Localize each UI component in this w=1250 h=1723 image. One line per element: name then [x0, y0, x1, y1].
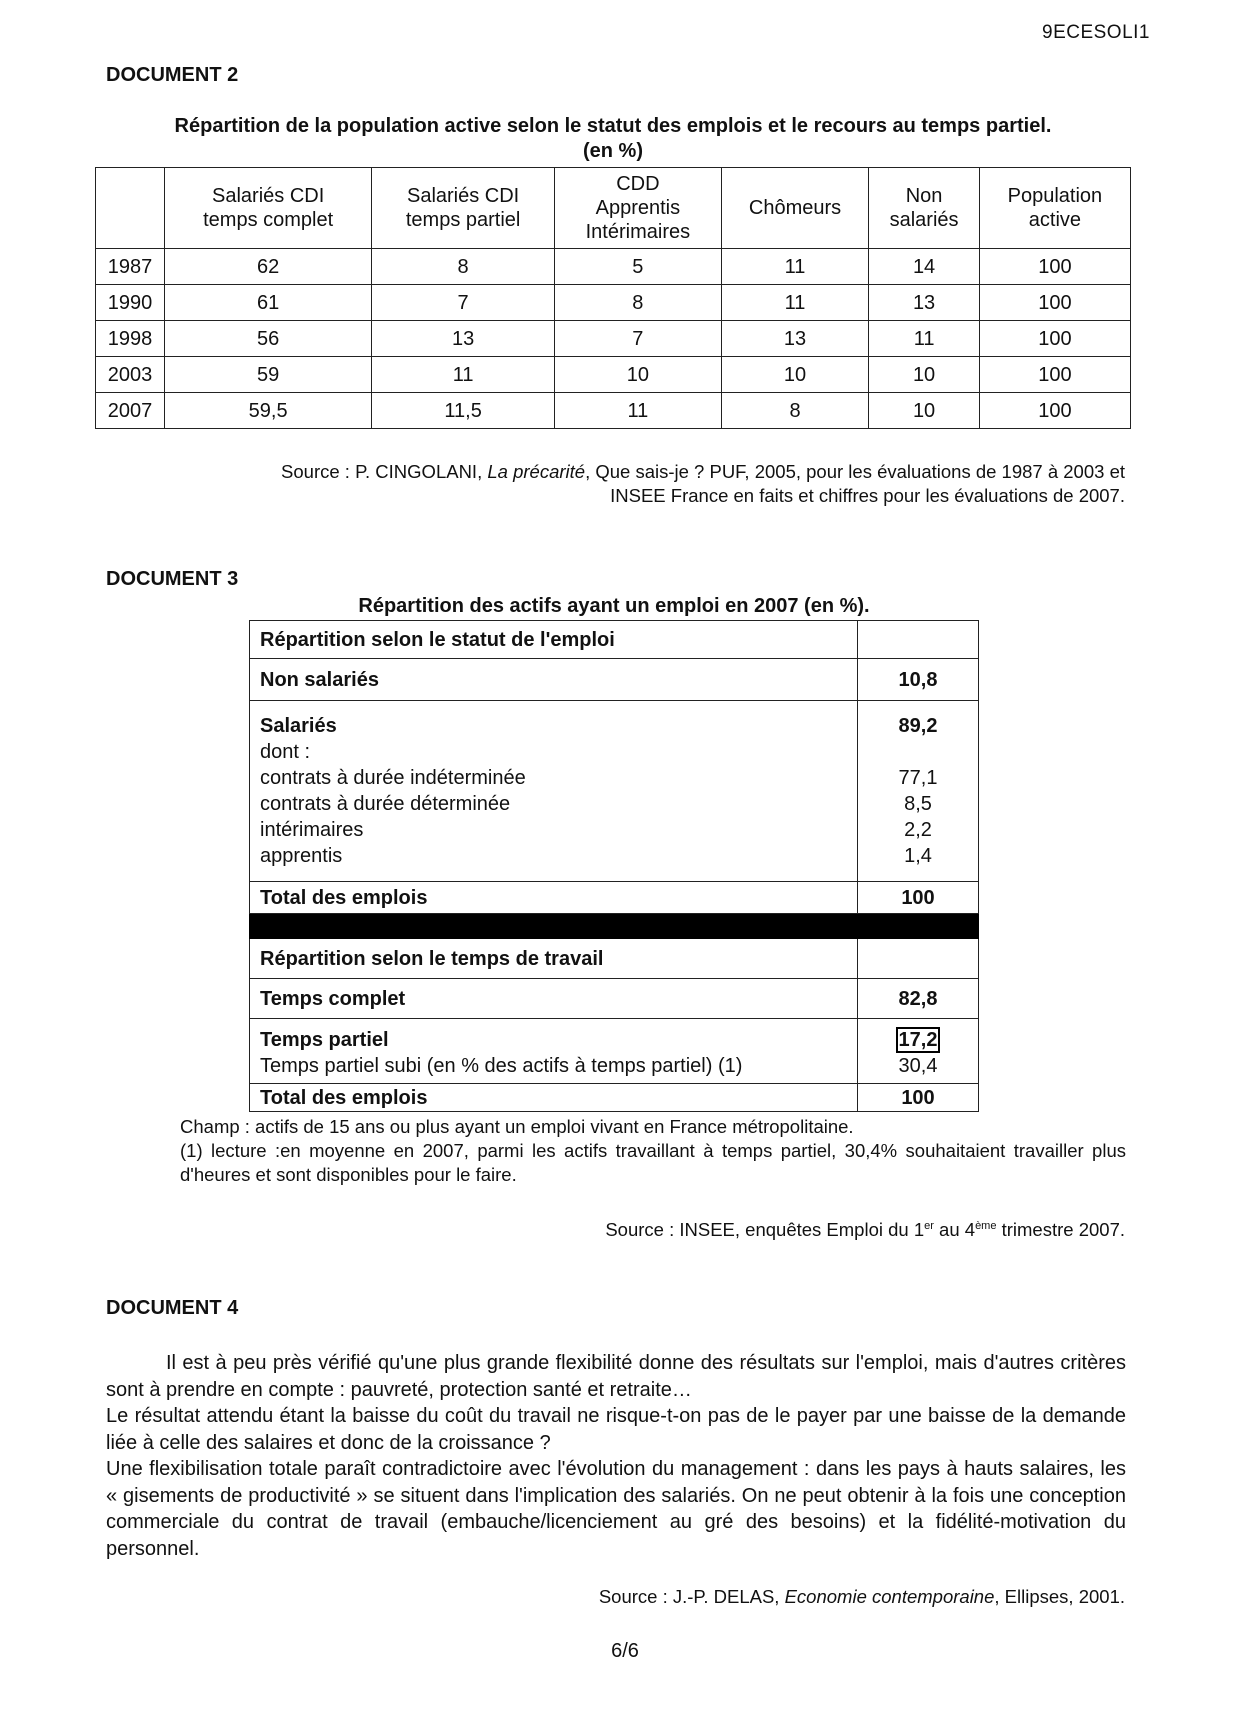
table-cell: 100 [979, 393, 1130, 429]
table-cell: 61 [165, 285, 372, 321]
table-cell: 7 [554, 321, 721, 357]
total-row [250, 1084, 979, 1112]
table-cell: 8 [554, 285, 721, 321]
table-row [96, 393, 1131, 429]
year-cell: 1990 [96, 285, 165, 321]
table-row [96, 357, 1131, 393]
document-3-title: Répartition des actifs ayant un emploi en 2007 (en %). [358, 595, 870, 617]
year-cell: 2007 [96, 393, 165, 429]
column-header-cdi-temps-partiel: Salariés CDI temps partiel [372, 168, 555, 249]
table-row [96, 285, 1131, 321]
table-cell: 59 [165, 357, 372, 393]
temps-complet-value: 82,8 [858, 979, 979, 1019]
table-cell: 7 [372, 285, 555, 321]
breakdown-label: apprentis [260, 845, 343, 867]
document-2-title: Répartition de la population active selon le statut des emplois et le recours au temps partiel. [174, 115, 1052, 137]
population-active-table [95, 167, 1131, 429]
document-4-source: Source : J.-P. DELAS, Economie contemporaine, Ellipses, 2001. [598, 1586, 1125, 1607]
year-cell: 1998 [96, 321, 165, 357]
column-header-year [96, 168, 165, 249]
table-cell: 62 [165, 249, 372, 285]
table-cell: 100 [979, 249, 1130, 285]
table-cell: 10 [869, 357, 980, 393]
column-header-chomeurs: Chômeurs [721, 168, 869, 249]
table-cell: 100 [979, 321, 1130, 357]
section-header-temps-travail: Répartition selon le temps de travail [250, 939, 858, 979]
year-cell: 2003 [96, 357, 165, 393]
actifs-emploi-2007-table [249, 620, 979, 1112]
table-row [96, 249, 1131, 285]
document-4-text [106, 1350, 1126, 1562]
temps-complet-label: Temps complet [250, 979, 858, 1019]
table-cell: 8 [372, 249, 555, 285]
breakdown-value: 77,1 [898, 767, 938, 789]
total-emplois-value: 100 [858, 1084, 979, 1112]
table-cell: 8 [721, 393, 869, 429]
table-cell: 11 [554, 393, 721, 429]
table-row [96, 321, 1131, 357]
table-cell: 13 [721, 321, 869, 357]
page-number: 6/6 [611, 1640, 639, 1662]
table-cell: 10 [869, 393, 980, 429]
table-cell: 11,5 [372, 393, 555, 429]
source-book-title: La précarité [487, 461, 586, 482]
table-cell: 13 [372, 321, 555, 357]
table-cell: 100 [979, 357, 1130, 393]
column-header-non-salaries: Non salariés [869, 168, 980, 249]
table-cell: 100 [979, 285, 1130, 321]
non-salaries-value: 10,8 [858, 659, 979, 701]
document-3-heading: DOCUMENT 3 [106, 568, 239, 590]
temps-partiel-subi-value: 30,4 [898, 1055, 938, 1077]
total-emplois-value: 100 [858, 882, 979, 914]
document-3-source: Source : INSEE, enquêtes Emploi du 1er au 4ème trimestre 2007. [605, 1219, 1125, 1241]
column-header-cdi-temps-complet: Salariés CDI temps complet [165, 168, 372, 249]
table-cell: 11 [372, 357, 555, 393]
table-cell: 56 [165, 321, 372, 357]
salaries-label: Salariés [260, 715, 337, 737]
source-line-2: INSEE France en faits et chiffres pour les évaluations de 2007. [610, 485, 1125, 506]
source-book-title: Economie contemporaine [784, 1586, 995, 1607]
table-cell: 10 [721, 357, 869, 393]
section-header-row [250, 621, 979, 659]
paragraph: Une flexibilisation totale paraît contradictoire avec l'évolution du management : dans les pays à hauts salaires, les « gisements de productivité » se situent dans l'implication des salariés. On ne peut obtenir à la fois une conception commerciale du contrat de travail (embauche/licenciement au gré des besoins) et la fidélité-motivation du personnel. [106, 1458, 1126, 1560]
column-header-population-active: Population active [979, 168, 1130, 249]
breakdown-value: 2,2 [904, 819, 932, 841]
table-cell: 11 [721, 285, 869, 321]
salaries-group-row [250, 701, 979, 882]
column-header-cdd-apprentis-interimaires: CDD Apprentis Intérimaires [554, 168, 721, 249]
section-header-statut: Répartition selon le statut de l'emploi [250, 621, 858, 659]
table-cell: 14 [869, 249, 980, 285]
dont-label: dont : [260, 741, 311, 763]
breakdown-value: 1,4 [904, 845, 932, 867]
table-cell: 5 [554, 249, 721, 285]
breakdown-label: contrats à durée indéterminée [260, 767, 526, 789]
footnote-1: (1) lecture :en moyenne en 2007, parmi les actifs travaillant à temps partiel, 30,4% souhaitaient travailler plus d'heures et sont disponibles pour le faire. [180, 1140, 1126, 1185]
table-cell: 13 [869, 285, 980, 321]
paragraph: Le résultat attendu étant la baisse du coût du travail ne risque-t-on pas de le payer par une baisse de la demande liée à celle des salaires et donc de la croissance ? [106, 1405, 1126, 1454]
source-line-1: Source : P. CINGOLANI, La précarité, Que sais-je ? PUF, 2005, pour les évaluations de 1987 à 2003 et [281, 461, 1125, 482]
section-header-row [250, 939, 979, 979]
table-cell: 11 [721, 249, 869, 285]
total-emplois-label: Total des emplois [250, 882, 858, 914]
document-code: 9ECESOLI1 [1042, 22, 1150, 43]
breakdown-label: intérimaires [260, 819, 364, 841]
breakdown-value: 8,5 [904, 793, 932, 815]
table-row [250, 979, 979, 1019]
total-row [250, 882, 979, 914]
document-2-unit: (en %) [583, 140, 643, 162]
table-cell: 10 [554, 357, 721, 393]
paragraph: Il est à peu près vérifié qu'une plus grande flexibilité donne des résultats sur l'emploi, mais d'autres critères sont à prendre en compte : pauvreté, protection santé et retraite… [106, 1352, 1126, 1401]
document-3-notes [180, 1115, 1126, 1187]
document-2-source [125, 460, 1125, 508]
champ-note: Champ : actifs de 15 ans ou plus ayant un emploi vivant en France métropolitaine. [180, 1116, 854, 1137]
temps-partiel-subi-label: Temps partiel subi (en % des actifs à temps partiel) (1) [260, 1055, 743, 1077]
non-salaries-label: Non salariés [250, 659, 858, 701]
breakdown-label: contrats à durée déterminée [260, 793, 511, 815]
document-2-heading: DOCUMENT 2 [106, 64, 239, 86]
temps-partiel-value-highlighted: 17,2 [896, 1027, 941, 1053]
total-emplois-label: Total des emplois [250, 1084, 858, 1112]
table-cell: 59,5 [165, 393, 372, 429]
black-separator-bar [250, 914, 979, 939]
table-cell: 11 [869, 321, 980, 357]
table-header-row [96, 168, 1131, 249]
table-row [250, 659, 979, 701]
temps-partiel-label: Temps partiel [260, 1029, 389, 1051]
year-cell: 1987 [96, 249, 165, 285]
salaries-value: 89,2 [898, 715, 938, 737]
document-4-heading: DOCUMENT 4 [106, 1297, 239, 1319]
temps-partiel-group-row [250, 1019, 979, 1084]
